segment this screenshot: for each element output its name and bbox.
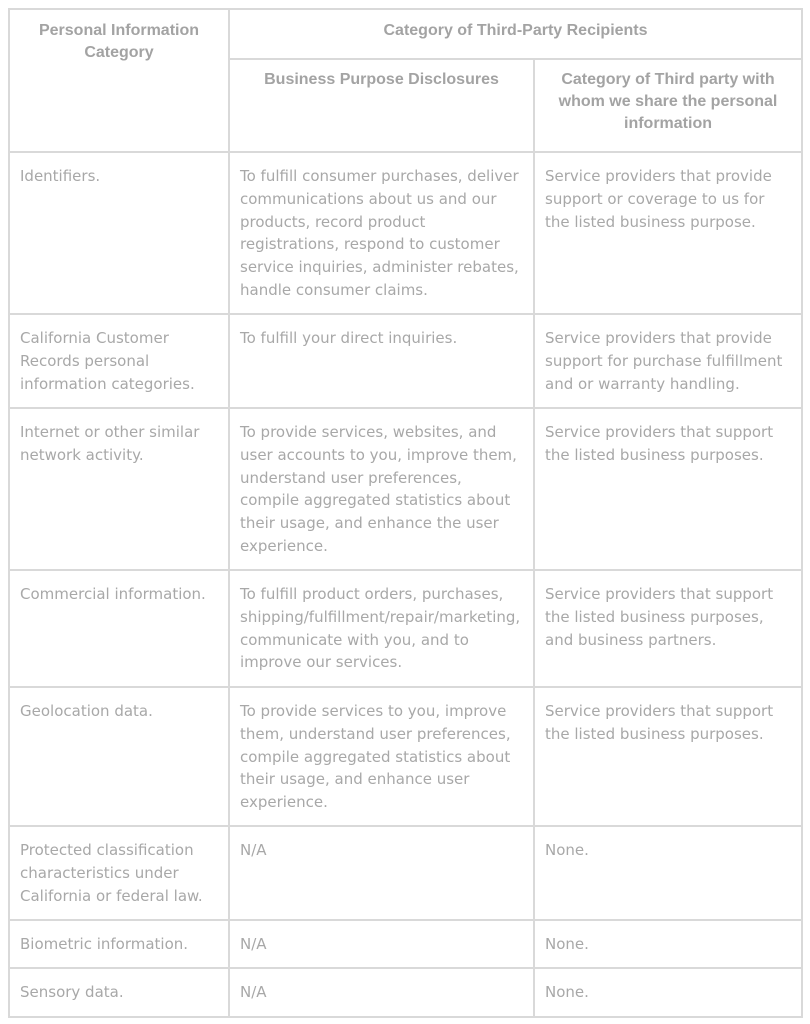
row-category: Identifiers. — [9, 152, 229, 314]
row-purpose: N/A — [229, 826, 534, 920]
disclosure-table — [8, 8, 803, 1018]
table-row — [9, 826, 802, 920]
row-recipients: None. — [534, 826, 802, 920]
row-recipients: None. — [534, 968, 802, 1017]
row-recipients: Service providers that support the listed business purposes. — [534, 408, 802, 570]
row-recipients: Service providers that support the listed business purposes, and business partners. — [534, 570, 802, 687]
row-category: Commercial information. — [9, 570, 229, 687]
header-row-top — [9, 9, 802, 59]
row-purpose: To fulfill product orders, purchases, shipping/fulfillment/repair/marketing, communicate with you, and to improve our services. — [229, 570, 534, 687]
row-purpose: To provide services to you, improve them, understand user preferences, compile aggregated statistics about their usage, and enhance user experience. — [229, 687, 534, 826]
row-purpose: N/A — [229, 920, 534, 968]
row-category: Sensory data. — [9, 968, 229, 1017]
table-row — [9, 687, 802, 826]
row-purpose: N/A — [229, 968, 534, 1017]
header-business-purpose-disclosures: Business Purpose Disclosures — [229, 59, 534, 152]
row-category: California Customer Records personal information categories. — [9, 314, 229, 408]
table-row — [9, 968, 802, 1017]
header-personal-information-category: Personal Information Category — [9, 9, 229, 152]
row-category: Protected classification characteristics under California or federal law. — [9, 826, 229, 920]
table-row — [9, 920, 802, 968]
row-category: Geolocation data. — [9, 687, 229, 826]
header-third-party-recipients: Category of Third-Party Recipients — [229, 9, 802, 59]
table-row — [9, 152, 802, 314]
row-purpose: To provide services, websites, and user accounts to you, improve them, understand user preferences, compile aggregated statistics about their usage, and enhance the user experience. — [229, 408, 534, 570]
row-category: Internet or other similar network activity. — [9, 408, 229, 570]
row-category: Biometric information. — [9, 920, 229, 968]
row-recipients: None. — [534, 920, 802, 968]
header-third-party-category: Category of Third party with whom we share the personal information — [534, 59, 802, 152]
table-row — [9, 314, 802, 408]
table-row — [9, 408, 802, 570]
row-recipients: Service providers that provide support or coverage to us for the listed business purpose. — [534, 152, 802, 314]
row-recipients: Service providers that support the listed business purposes. — [534, 687, 802, 826]
row-purpose: To fulfill your direct inquiries. — [229, 314, 534, 408]
table-row — [9, 570, 802, 687]
row-recipients: Service providers that provide support for purchase fulfillment and or warranty handling. — [534, 314, 802, 408]
row-purpose: To fulfill consumer purchases, deliver communications about us and our products, record product registrations, respond to customer service inquiries, administer rebates, handle consumer claims. — [229, 152, 534, 314]
